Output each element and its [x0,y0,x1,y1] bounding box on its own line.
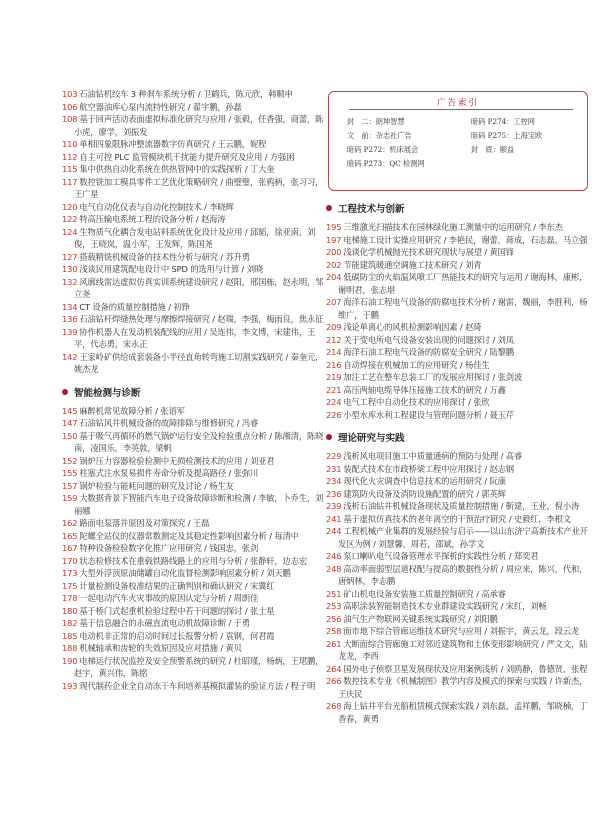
article-title: 电气自动化仪表与自动化控制技术 / 李晓辉 [79,201,234,212]
toc-entry[interactable] [62,213,324,226]
article-title: 路面电泵落并原因及对策探究 / 王磊 [79,518,210,528]
article-list-right-bottom [326,450,588,725]
toc-entry[interactable] [62,617,324,630]
ad-index-item [347,130,471,141]
page-number: 256 [326,613,342,624]
page-number: 204 [326,272,342,282]
article-title: 状态检修技术在重载铁路线路上的应用与分析 / 张静轩，边志宏 [79,555,307,566]
toc-entry[interactable] [326,359,588,372]
page-number: 185 [62,630,78,641]
article-title: 浅论单离心的风机检测影响因素 / 赵琦 [343,322,482,332]
page-number: 207 [326,297,342,307]
article-list-left-top [62,88,324,376]
right-column [326,91,588,725]
page-number: 212 [326,334,342,345]
page-number: 112 [62,151,78,162]
toc-entry[interactable] [62,138,324,151]
article-title: 单相四象限脉冲整流器数字仿真研究 / 王云鹏，妮程 [79,139,267,149]
page-number: 130 [62,264,78,274]
article-title: 浅谈化学机械抛光技术研究现状与展望 / 黄国锋 [343,247,514,257]
ad-value: 颐益 [499,145,515,154]
page-number: 248 [326,563,342,574]
page-number: 127 [62,251,78,262]
article-title: 数控技术专业《机械制图》教学内容及模式的探索与实践 / 许新杰，王庆民 [338,676,588,699]
page-number: 236 [326,488,342,499]
article-list-right-mid [326,221,588,421]
toc-entry[interactable] [326,550,588,563]
toc-entry[interactable] [326,563,588,588]
toc-entry[interactable] [326,488,588,501]
section-heading-theory [326,430,588,444]
article-title: 生物质气化耦合发电站料系统优化设计及应用 / 邱韬，徐亚南，刘俊，王晓岚，温小军，王发辉，陈国尧 [74,226,316,249]
page-number: 188 [62,643,78,653]
toc-entry[interactable] [62,276,324,301]
toc-entry[interactable] [326,409,588,422]
page-number: 239 [326,501,342,511]
page-number: 134 [62,301,78,312]
ad-value: 上海宝欧 [513,131,543,140]
article-title: 自动焊接在机械加工的应用研究 / 杨佳生 [343,359,490,370]
toc-entry[interactable] [62,467,324,480]
article-title: 航空器油库心泵内流特性研究 / 翟宇鹏，孙磊 [79,101,242,112]
page-number: 115 [62,164,78,174]
page-number: 200 [326,247,342,257]
article-title: 数控铣加工模具零件工艺优化策略研究 / 曲璧璧，张鸦柄，张习习，王广星 [74,176,324,199]
article-title: 浅析风电项目施工中质量通病的预防与处理 / 高睿 [343,451,523,461]
section-title: 理论研究与实践 [338,433,405,444]
article-title: 大数据背景下智能汽车电子设备故障诊断和检测 / 李敏，卜乔生，刘丽娜 [74,493,324,516]
article-title: 高压两轴电缆导体压接施工技术的研究 / 万鑫 [343,384,506,395]
article-title: 节能建筑暖通空调施工技术研究 / 刘青 [343,259,482,270]
page-number: 142 [62,351,78,362]
page-number: 268 [326,701,342,711]
ad-value: QC 检测网 [389,159,425,168]
page-number: 209 [326,322,342,332]
toc-entry[interactable] [326,525,588,550]
toc-entry[interactable] [62,642,324,655]
page-number: 266 [326,676,342,686]
page-number: 244 [326,526,342,536]
page-number: 150 [62,430,78,441]
toc-entry[interactable] [326,271,588,296]
article-title: 加注工艺在整车总装工厂的发展应用探讨 / 张剑波 [343,372,523,382]
article-title: 机械轴承和齿轮的失效原因及应对措施 / 黄贝 [79,643,242,653]
page-number: 159 [62,493,78,503]
page-number: 136 [62,314,78,324]
article-title: 基于虚拟仿真技术的老年离空的干预治疗研究 / 史毅红，李根文 [343,513,571,524]
page-number: 139 [62,326,78,337]
article-title: 风廓线雷达虚拟仿真实训系统建设研究 / 赵阳，邢国栋，赵永明，邹立尧 [74,276,324,299]
page-number: 165 [62,530,78,541]
page-number: 195 [326,222,342,232]
ad-value: 机床展会 [389,145,419,154]
toc-entry[interactable] [326,700,588,725]
page-number: 241 [326,513,342,524]
article-title: 电梯施工设计实操应用研究 / 李艳民，谢蕾，蒋成，石志磊，马立强 [343,234,588,245]
article-title: 基于信息融合的永磁直流电动机故障诊断 / 于勇 [79,618,250,628]
article-title: 陀螺全站仪的仪器常数测定及其稳定性影响因素分析 / 每清中 [79,530,299,541]
page-number: 180 [62,605,78,616]
article-title: 锅炉检验与能耗问题的研究及讨论 / 杨生友 [79,480,234,491]
ad-index-item [471,116,577,127]
page-number: 258 [326,626,342,636]
ad-index-item [347,158,471,169]
article-title: 油气生产物联网关键系统实践研究 / 刘阳鹏 [343,613,498,624]
article-list-left-bottom [62,405,324,693]
page-number: 122 [62,214,78,224]
page-number: 110 [62,139,78,149]
article-title: 高动率面弱型层道权配与提高的数据性分析 / 周应来，陈兴，代和，唐炳林，李志鹏 [338,563,588,586]
page-number: 221 [326,384,342,395]
ad-index-item [471,144,577,155]
toc-entry[interactable] [62,567,324,580]
article-title: 电气工程中自动化技术的应用探讨 / 张欣 [343,397,490,407]
page-number: 224 [326,397,342,407]
page-number: 253 [326,601,342,611]
article-title: 柱塞式注水泵易损件寿命分析及提高路径 / 张弥川 [79,468,259,478]
article-title: 矿山机电设备安装施工质量控制研究 / 高承睿 [343,588,506,599]
page-number: 173 [62,568,78,578]
ad-value: 朗坤智慧 [375,117,405,126]
article-title: 国外电子侦察卫星发展现状及应用案例浅析 / 刘鸥静，鲁德贤，张程 [343,663,588,674]
toc-entry[interactable] [326,334,588,347]
bullet-dot-icon [326,434,332,440]
page-number: 108 [62,114,78,124]
article-title: 浅析石油钻井机械设备现状及质量控制措施 / 靳建，王业，倪小涛 [343,501,580,511]
toc-entry[interactable] [62,313,324,326]
article-title: 锅炉压力容器检验检测中无损检测技术的应用 / 刘亚君 [79,455,275,466]
page-number: 229 [326,451,342,461]
article-title: 基于回声活动表面虚拟标准化研究与应用 / 张毅，任香强，商蕾，陈小虎，廖学，刘振发 [74,114,324,137]
toc-entry[interactable] [62,517,324,530]
article-title: 石油钻杆焊缝热处理与摩擦焊接研究 / 赵瑞，李强，梅雨良，焦永征 [79,314,324,324]
toc-entry[interactable] [62,680,324,693]
page-number: 120 [62,201,78,212]
toc-entry[interactable] [62,176,324,201]
page-number: 226 [326,409,342,420]
page-number: 193 [62,680,78,691]
page-number: 152 [62,455,78,466]
article-title: 海洋石油工程电气设备的防腐安全研究 / 陆黎鹏 [343,347,514,357]
article-title: 海上钻井平台光船租赁模式探索实践 / 刘东磊，孟祥鹏，邹晓楠，丁香春，黄勇 [338,701,588,724]
toc-entry[interactable] [62,605,324,618]
toc-entry[interactable] [326,396,588,409]
article-title: 装配式技术在市政桥梁工程中应用探讨 / 赵志钢 [343,463,514,474]
page-number: 261 [326,638,342,649]
toc-entry[interactable] [62,226,324,251]
toc-entry[interactable] [326,513,588,526]
section-heading-engineering [326,201,588,215]
toc-entry[interactable] [326,384,588,397]
page-number: 246 [326,551,342,561]
article-title: 大断面综合管廊施工对邻近建筑物和土体变形影响研究 / 严文文，陆龙龙，李西 [338,638,588,661]
article-title: 高职涂装智能制造技术专业群建设实践研究 / 宋红，刘畅 [343,601,547,611]
ad-index-item [347,116,471,127]
ad-index-item [471,130,577,141]
section-heading-inspection [62,385,324,399]
toc-entry[interactable] [62,163,324,176]
toc-entry[interactable] [326,296,588,321]
toc-entry[interactable] [326,450,588,463]
toc-entry[interactable] [62,88,324,101]
article-title: 电梯运行状况监控及安全预警系统的研究 / 杜昭瑾，杨炳，王珺鹏，赵宇，黄兴伟，陈铭 [74,655,324,678]
toc-entry[interactable] [326,234,588,247]
page-number: 190 [62,655,78,666]
toc-entry[interactable] [62,351,324,376]
page-number: 103 [62,89,78,99]
page-number: 214 [326,347,342,357]
article-title: CT 设备的质量控制措施 / 初铮 [79,301,190,312]
ad-label: 暗码 P273： [347,159,390,168]
page-number: 202 [326,259,342,270]
page-number: 162 [62,518,78,528]
article-title: 石油钻风井机械设备的故障排除与维修研究 / 冯睿 [79,418,259,428]
toc-entry[interactable] [326,321,588,334]
ad-label: 文 前： [347,131,376,140]
toc-entry[interactable] [326,475,588,488]
toc-entry[interactable] [326,625,588,638]
page-number: 145 [62,405,78,416]
toc-entry[interactable] [62,492,324,517]
toc-entry[interactable] [326,675,588,700]
toc-entry[interactable] [62,263,324,276]
toc-entry[interactable] [326,371,588,384]
article-title: 一起电动汽车火灾事故的原因认定与分析 / 周朗佳 [79,593,259,603]
toc-entry[interactable] [62,151,324,164]
toc-entry[interactable] [62,101,324,114]
ad-label: 暗码 P272： [347,145,390,154]
article-title: 特种设备检验数字化推广应用研究 / 钱国忠，张剑 [79,543,259,553]
ad-label: 暗码 P275： [471,131,514,140]
article-title: 基于吸气再循环的燃气锅炉运行安全及检验重点分析 / 陈湘清，陈晓南，凌国乐，李英敦，梁帆 [74,430,324,453]
article-title: 搭载精铣机械设备的技术性分析与研究 / 苏升勇 [79,251,250,262]
ad-value: 杂志社广告 [375,131,412,140]
page-number: 231 [326,463,342,474]
page-number: 197 [326,234,342,245]
page-number: 234 [326,476,342,486]
page-number: 155 [62,468,78,478]
page-number: 132 [62,276,78,287]
article-title: 现代制药企业全自动冻干车间培养基模拟灌装的验证方法 / 程子明 [79,680,316,691]
article-title: 基于桥门式起重机检验过程中若干问题的探讨 / 张士星 [79,605,275,616]
page-number: 117 [62,176,78,187]
ad-index-grid [347,116,577,169]
page-number: 167 [62,543,78,553]
toc-entry[interactable] [62,555,324,568]
page-number: 251 [326,588,342,599]
toc-entry[interactable] [62,251,324,264]
article-title: 海洋石油工程电气设备的防腐电技术分析 / 谢雷，魏丽，李胜利，杨维广，于鹏 [338,297,588,320]
page-number: 170 [62,555,78,566]
toc-entry[interactable] [326,259,588,272]
article-title: 小型水库水利工程建设与管理问题分析 / 聂玉芹 [343,409,514,420]
toc-entry[interactable] [326,613,588,626]
article-title: 三维激光扫描技术在园林绿化施工测量中的运用研究 / 李东杰 [343,222,563,232]
article-title: 协作机器人在发动机装配线的应用 / 吴连伟，李文博，宋建伟，王平，代志勇，宋永正 [74,326,316,349]
toc-entry[interactable] [62,326,324,351]
article-title: 自主可控 PLC 监管模块机干扰能力提升研究及应用 / 方强困 [79,151,295,162]
toc-entry[interactable] [62,480,324,493]
toc-entry[interactable] [326,663,588,676]
article-title: 集中供热自动化系统在供热管网中的实践探析 / 丁大奎 [79,164,275,174]
toc-entry[interactable] [326,346,588,359]
article-title: 浅谈民用建筑配电设计中 SPD 的选用与计算 / 刘晓 [79,264,263,274]
article-title: 关于变电所电气设备安装出现的问题探讨 / 刘凤 [343,334,514,345]
toc-entry[interactable] [62,430,324,455]
toc-entry[interactable] [326,463,588,476]
toc-entry[interactable] [62,592,324,605]
page-number: 182 [62,618,78,628]
section-title: 智能检测与诊断 [74,387,141,399]
page-number: 157 [62,480,78,491]
toc-entry[interactable] [62,405,324,418]
article-title: 计量检测设备校准结果的正确判别和确认研究 / 宋冀红 [79,580,275,591]
ad-index-title: 广告索引 [436,98,479,108]
bullet-dot-icon [62,389,68,395]
toc-entry[interactable] [62,655,324,680]
ad-index-item [347,144,471,155]
toc-entry[interactable] [62,455,324,468]
ad-value: 工控网 [513,117,535,126]
toc-entry[interactable] [326,500,588,513]
page-number: 264 [326,663,342,674]
section-title: 工程技术与创新 [338,204,405,215]
toc-entry[interactable] [62,580,324,593]
toc-entry[interactable] [62,417,324,430]
divider [349,109,573,110]
bullet-dot-icon [326,205,332,211]
toc-entry[interactable] [62,201,324,214]
page-number: 178 [62,593,78,603]
page-number: 124 [62,226,78,237]
ad-label: 暗码 P274： [471,117,514,126]
toc-entry[interactable] [62,542,324,555]
page-number: 106 [62,101,78,112]
toc-entry[interactable] [326,600,588,613]
page-number: 216 [326,359,342,370]
toc-entry[interactable] [62,301,324,314]
article-title: 麻醉机常见故障分析 / 张语军 [79,405,185,416]
left-column [62,88,324,692]
ad-index-box [328,91,588,191]
toc-entry[interactable] [62,530,324,543]
article-title: 大型外浮顶原油储罐自动化监督检测影响因素分析 / 刘天鹏 [79,568,291,578]
page-number: 175 [62,580,78,591]
page-number: 219 [326,372,342,382]
article-title: 现代化火灾调查中信息技术的运用研究 / 阮康 [343,476,506,486]
toc-entry[interactable] [326,588,588,601]
article-title: 建筑防火设备及消防设施配置的研究 / 郭英辉 [343,488,506,499]
article-title: 面市地下综合管廊运维技术研究与应用 / 刘振宇，黄云龙，段云龙 [343,626,580,636]
ad-label: 封 二： [347,117,376,126]
toc-entry[interactable] [326,638,588,663]
article-title: 石油钻机绞车 3 种刹车系统分析 / 卫鹤兵，陈元欣，韩顺申 [79,89,293,99]
toc-entry[interactable] [326,221,588,234]
toc-entry[interactable] [62,630,324,643]
article-title: 特高压输电系统工程的设备分析 / 赵海涛 [79,214,226,224]
article-title: 王家岭矿供给成套装备小半径直角转弯施工切割实践研究 / 秦奎元，姚杰龙 [74,351,324,374]
toc-entry[interactable] [326,246,588,259]
article-title: 低碳防尘的火焰温风喷工厂热能技术的研究与运用 / 谢海林，康彬，谢明君，张志堪 [338,272,588,295]
toc-entry[interactable] [62,113,324,138]
ad-label: 封 底： [471,145,500,154]
page-number: 147 [62,418,78,428]
article-title: 泵口喇叭电气设备管理水平探析的实践性分析 / 郑奕君 [343,551,539,561]
article-title: 电动机非正常的启动时间过长报警分析 / 袁钢，何君霞 [79,630,275,641]
article-title: 工程机械产业集群的发展经验与启示——以山东济宁高新技术产业开发区为例 / 刘慧馨，周若，邵斌，孙学文 [338,526,588,549]
